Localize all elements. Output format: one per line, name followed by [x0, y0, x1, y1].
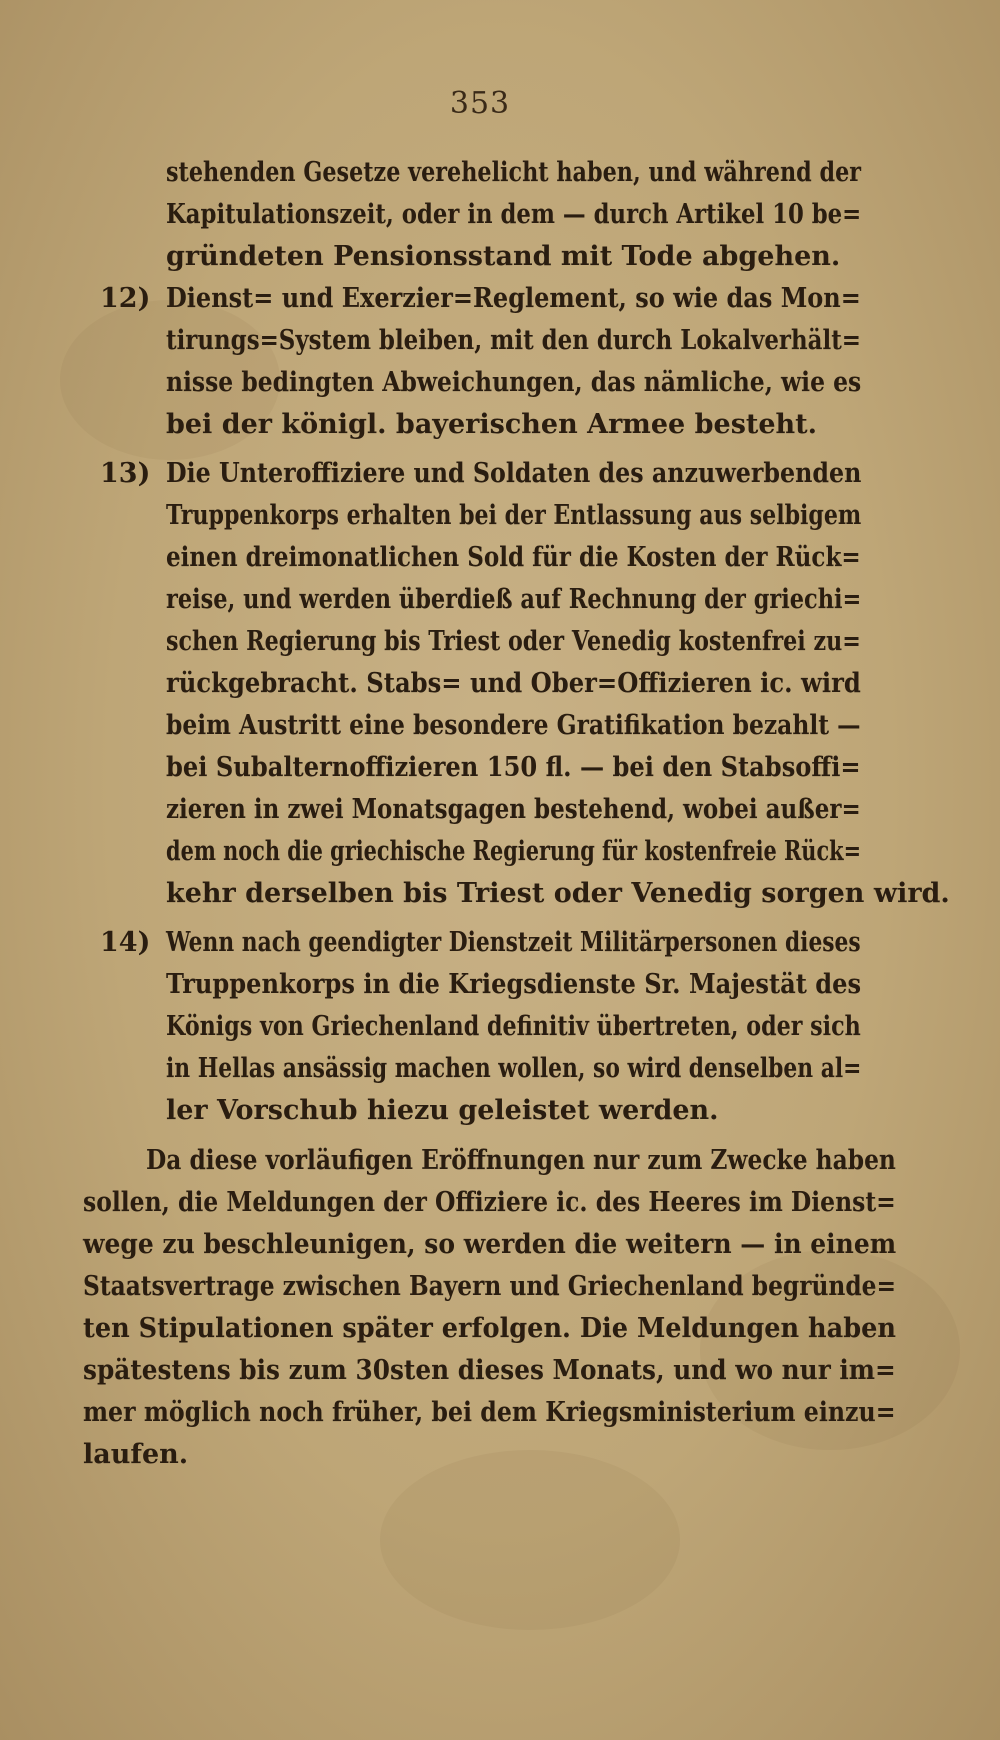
text-line: dem noch die griechische Regierung für kostenfreie Rück=: [166, 836, 862, 867]
text-line: rückgebracht. Stabs= und Ober=Offizieren ic. wird: [166, 668, 861, 699]
text-line: gründeten Pensionsstand mit Tode abgehen.: [166, 241, 841, 272]
paper-stain: [380, 1450, 680, 1630]
text-line: in Hellas ansässig machen wollen, so wird denselben al=: [166, 1053, 862, 1084]
text-line: mer möglich noch früher, bei dem Kriegsministerium einzu=: [83, 1397, 896, 1428]
text-line: Truppenkorps erhalten bei der Entlassung aus selbigem: [166, 500, 862, 531]
text-line: Die Unteroffiziere und Soldaten des anzuwerbenden: [166, 458, 862, 489]
text-line: spätestens bis zum 30sten dieses Monats, und wo nur im=: [83, 1355, 896, 1386]
text-line: Dienst= und Exerzier=Reglement, so wie das Mon=: [166, 283, 861, 314]
text-line: stehenden Gesetze verehelicht haben, und während der: [166, 157, 862, 188]
text-line: sollen, die Meldungen der Offiziere ic. des Heeres im Dienst=: [83, 1187, 896, 1218]
text-line: wege zu beschleunigen, so werden die weitern — in einem: [83, 1229, 897, 1260]
text-line: nisse bedingten Abweichungen, das nämliche, wie es: [166, 367, 862, 398]
text-line: ler Vorschub hiezu geleistet werden.: [166, 1095, 719, 1126]
text-line: zieren in zwei Monatsgagen bestehend, wobei außer=: [166, 794, 861, 825]
item-number: 12): [100, 283, 151, 314]
text-line: bei Subalternoffizieren 150 fl. — bei den Stabsoffi=: [166, 752, 861, 783]
text-line: Kapitulationszeit, oder in dem — durch Artikel 10 be=: [166, 199, 862, 230]
text-line: Truppenkorps in die Kriegsdienste Sr. Majestät des: [166, 969, 862, 1000]
text-line: bei der königl. bayerischen Armee besteht.: [166, 409, 818, 440]
text-line: Königs von Griechenland definitiv übertreten, oder sich: [166, 1011, 861, 1042]
item-number: 14): [100, 927, 151, 958]
text-line: reise, und werden überdieß auf Rechnung der griechi=: [166, 584, 862, 615]
text-line: beim Austritt eine besondere Gratifikation bezahlt —: [166, 710, 861, 741]
text-line: ten Stipulationen später erfolgen. Die Meldungen haben: [83, 1313, 896, 1344]
text-line: Staatsvertrage zwischen Bayern und Griechenland begründe=: [83, 1271, 897, 1302]
text-line: Da diese vorläufigen Eröffnungen nur zum Zwecke haben: [146, 1145, 896, 1176]
text-line: Wenn nach geendigter Dienstzeit Militärpersonen dieses: [166, 927, 861, 958]
text-line: tirungs=System bleiben, mit den durch Lokalverhält=: [166, 325, 861, 356]
text-line: schen Regierung bis Triest oder Venedig kostenfrei zu=: [166, 626, 861, 657]
item-number: 13): [100, 458, 151, 489]
text-line: einen dreimonatlichen Sold für die Kosten der Rück=: [166, 542, 861, 573]
text-line: kehr derselben bis Triest oder Venedig sorgen wird.: [166, 878, 950, 909]
page-number: 353: [449, 86, 511, 121]
text-line: laufen.: [83, 1439, 189, 1470]
